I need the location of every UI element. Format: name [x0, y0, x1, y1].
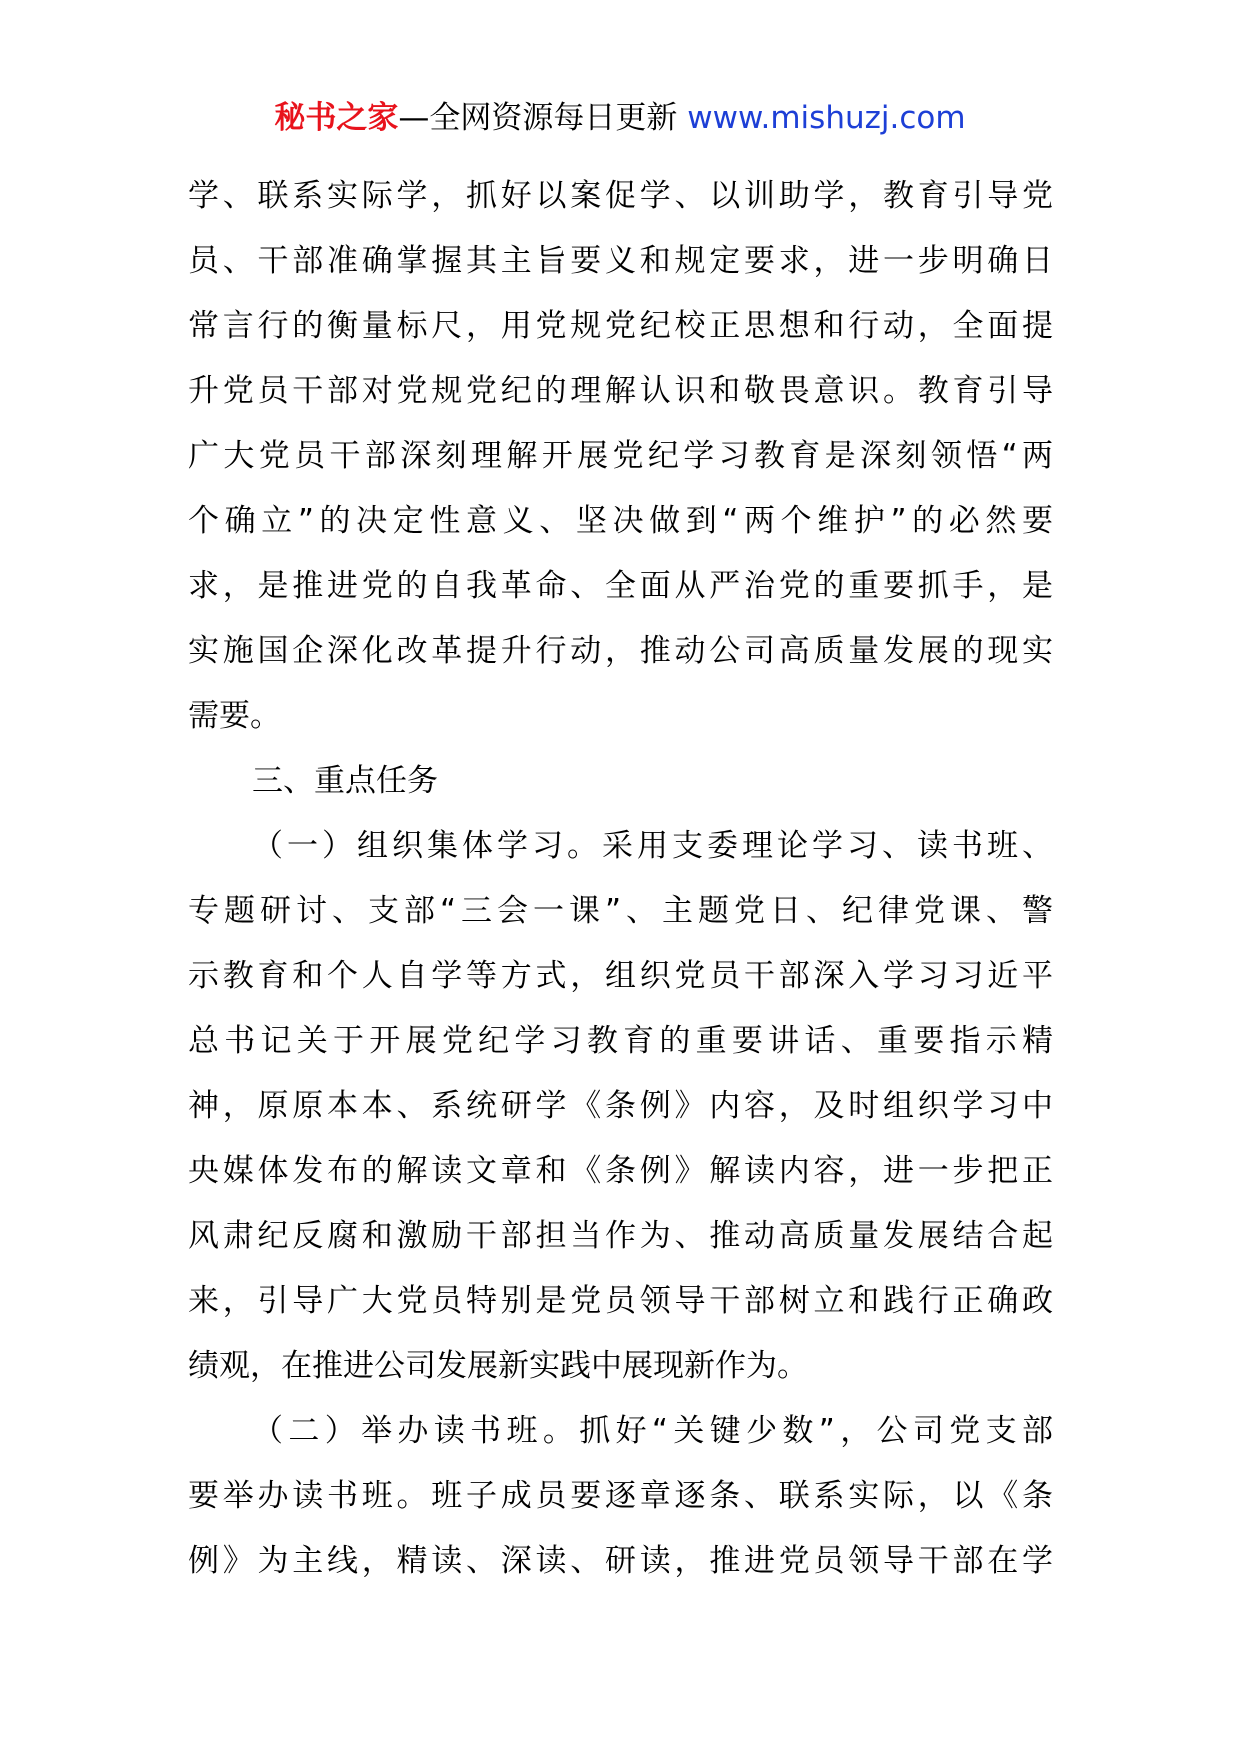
site-tagline: —全网资源每日更新 [398, 100, 678, 136]
text-line: 来，引导广大党员特别是党员领导干部树立和践行正确政 [188, 1283, 1053, 1319]
text-line: 员、干部准确掌握其主旨要义和规定要求，进一步明确日 [188, 243, 1053, 279]
text-line: 常言行的衡量标尺，用党规党纪校正思想和行动，全面提 [188, 308, 1053, 344]
text-line: 广大党员干部深刻理解开展党纪学习教育是深刻领悟“两 [188, 438, 1053, 474]
text-line: 实施国企深化改革提升行动，推动公司高质量发展的现实 [188, 633, 1053, 669]
text-line: 绩观，在推进公司发展新实践中展现新作为。 [188, 1348, 808, 1384]
text-line: 升党员干部对党规党纪的理解认识和敬畏意识。教育引导 [188, 373, 1053, 409]
text-line: 风肃纪反腐和激励干部担当作为、推动高质量发展结合起 [188, 1218, 1053, 1254]
section-heading: 三、重点任务 [252, 763, 438, 799]
text-line: 央媒体发布的解读文章和《条例》解读内容，进一步把正 [188, 1153, 1053, 1189]
site-url-link[interactable]: www.mishuzj.com [687, 100, 966, 136]
text-line: 总书记关于开展党纪学习教育的重要讲话、重要指示精 [188, 1023, 1053, 1059]
site-brand: 秘书之家 [274, 100, 399, 136]
document-body [188, 164, 1053, 1594]
text-line: 神，原原本本、系统研学《条例》内容，及时组织学习中 [188, 1088, 1053, 1124]
text-line: 需要。 [188, 698, 281, 734]
site-header [0, 96, 1240, 140]
text-line: 例》为主线，精读、深读、研读，推进党员领导干部在学 [188, 1543, 1053, 1579]
text-line: （二）举办读书班。抓好“关键少数”，公司党支部 [252, 1413, 1053, 1449]
text-line: 专题研讨、支部“三会一课”、主题党日、纪律党课、警 [188, 893, 1053, 929]
text-line: 示教育和个人自学等方式，组织党员干部深入学习习近平 [188, 958, 1053, 994]
text-line: 学、联系实际学，抓好以案促学、以训助学，教育引导党 [188, 178, 1053, 214]
text-line: 要举办读书班。班子成员要逐章逐条、联系实际，以《条 [188, 1478, 1053, 1514]
text-line: （一）组织集体学习。采用支委理论学习、读书班、 [252, 828, 1053, 864]
text-line: 求，是推进党的自我革命、全面从严治党的重要抓手，是 [188, 568, 1053, 604]
text-line: 个确立”的决定性意义、坚决做到“两个维护”的必然要 [188, 503, 1053, 539]
